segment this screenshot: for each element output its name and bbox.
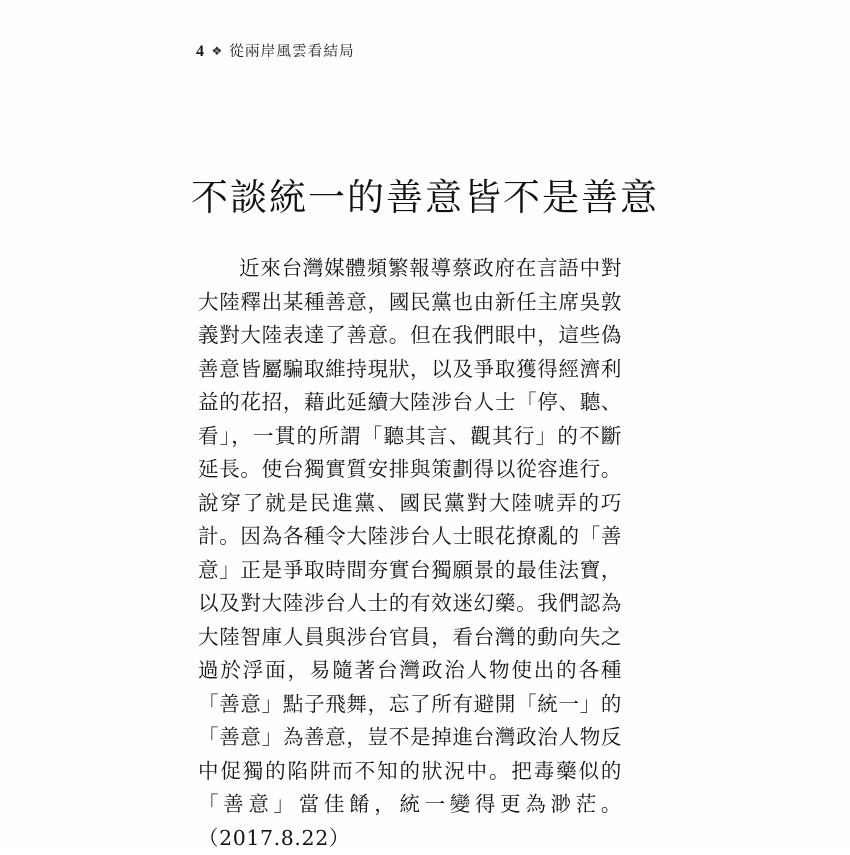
article-title: 不談統一的善意皆不是善意: [191, 175, 659, 219]
body-paragraph: 近來台灣媒體頻繁報導蔡政府在言語中對大陸釋出某種善意，國民黨也由新任主席吳敦義對大陸表達了善意。但在我們眼中，這些偽善意皆屬騙取維持現狀，以及爭取獲得經濟利益的花招，藉此延續大陸涉台人士「停、聽、看」，一貫的所謂「聽其言、觀其行」的不斷延長。使台獨實質安排與策劃得以從容進行。說穿了就是民進黨、國民黨對大陸唬弄的巧計。因為各種令大陸涉台人士眼花撩亂的「善意」正是爭取時間夯實台獨願景的最佳法寶，以及對大陸涉台人士的有效迷幻藥。我們認為大陸智庫人員與涉台官員，看台灣的動向失之過於浮面，易隨著台灣政治人物使出的各種「善意」點子飛舞，忘了所有避開「統一」的「善意」為善意，豈不是掉進台灣政治人物反中促獨的陷阱而不知的狀況中。把毒藥似的「善意」當佳餚，統一變得更為渺茫。（2017.8.22）: [198, 256, 622, 850]
page-number: 4: [196, 43, 205, 60]
running-head-title: 從兩岸風雲看結局: [229, 44, 355, 60]
diamond-ornament-icon: ❖: [211, 44, 223, 58]
running-head: [196, 40, 355, 61]
